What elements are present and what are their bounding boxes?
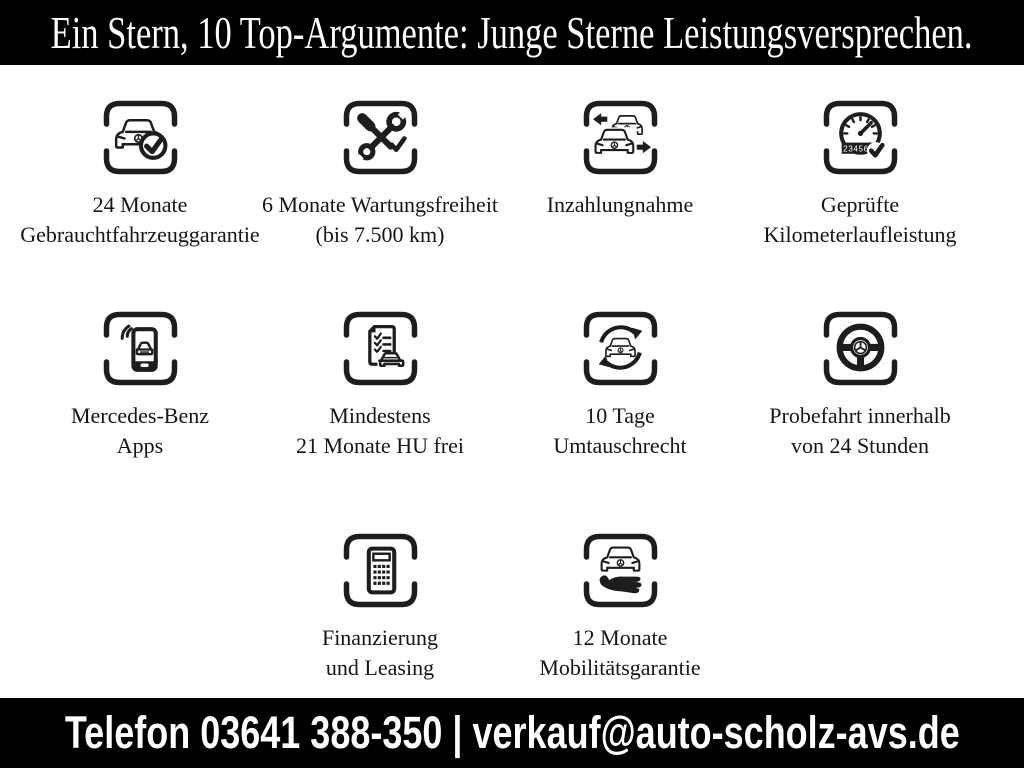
checklist-car-icon — [350, 318, 411, 379]
benefit-used-car-warranty — [20, 96, 260, 250]
benefit-label-line2: Mobilitätsgarantie — [539, 655, 701, 680]
bracket-frame — [579, 529, 662, 612]
benefit-label — [322, 623, 438, 683]
benefit-checked-mileage — [740, 96, 980, 250]
header-bar — [0, 0, 1024, 65]
benefit-umtauschrecht — [500, 307, 740, 461]
benefits-row-1 — [20, 96, 980, 250]
benefit-label-line2: Gebrauchtfahrzeuggarantie — [20, 222, 260, 247]
speedometer-icon — [830, 107, 891, 168]
bracket-frame — [819, 307, 902, 390]
benefits-row-3 — [260, 529, 740, 683]
benefit-label — [262, 190, 498, 250]
bracket-frame — [339, 307, 422, 390]
benefit-label-line2: von 24 Stunden — [790, 433, 930, 458]
benefit-label-line2: (bis 7.500 km) — [315, 222, 445, 247]
bracket-frame — [819, 96, 902, 179]
bracket-frame — [99, 307, 182, 390]
benefit-trade-in — [500, 96, 740, 250]
benefit-label — [71, 401, 209, 461]
benefit-label-line1: Mercedes-Benz — [70, 403, 210, 428]
bracket-frame — [579, 96, 662, 179]
benefit-mercedes-apps — [20, 307, 260, 461]
bracket-frame — [339, 529, 422, 612]
steering-wheel-icon — [830, 318, 891, 379]
benefit-label-line1: Inzahlungnahme — [546, 192, 694, 217]
benefit-label-line1: Geprüfte — [820, 192, 900, 217]
car-hand-icon — [590, 540, 651, 601]
benefit-label-line2: und Leasing — [325, 655, 435, 680]
bracket-frame — [579, 307, 662, 390]
car-exchange-icon — [590, 318, 651, 379]
bracket-frame — [99, 96, 182, 179]
benefit-label — [763, 190, 956, 250]
bracket-frame — [339, 96, 422, 179]
phone-apps-icon — [110, 318, 171, 379]
benefit-hu-frei — [260, 307, 500, 461]
benefit-label — [296, 401, 464, 461]
benefit-label-line1: Probefahrt innerhalb — [769, 403, 951, 428]
header-title: Ein Stern, 10 Top-Argumente: Junge Sterne Leistungsversprechen. — [51, 7, 973, 58]
trade-in-cars-icon — [590, 107, 651, 168]
benefit-label-line1: Mindestens — [329, 403, 431, 428]
calculator-icon — [350, 540, 411, 601]
benefit-mobilitaetsgarantie — [500, 529, 740, 683]
benefit-label-line1: 24 Monate — [92, 192, 188, 217]
benefit-label-line1: Finanzierung — [321, 625, 439, 650]
benefit-label — [539, 623, 700, 683]
benefit-label-line2: Umtauschrecht — [553, 433, 687, 458]
benefit-label-line1: 6 Monate Wartungsfreiheit — [261, 192, 499, 217]
benefit-label-line1: 12 Monate — [572, 625, 668, 650]
benefit-label-line1: 10 Tage — [585, 403, 655, 428]
benefit-probefahrt — [740, 307, 980, 461]
maintenance-tools-icon — [350, 107, 411, 168]
benefit-label-line2: 21 Monate HU frei — [295, 433, 464, 458]
benefit-finanzierung — [260, 529, 500, 683]
footer-contact: Telefon 03641 388-350 | verkauf@auto-scholz-avs.de — [64, 707, 960, 758]
benefit-label-line2: Kilometerlaufleistung — [763, 222, 957, 247]
benefits-row-2 — [20, 307, 980, 461]
benefit-label — [553, 401, 686, 461]
benefit-label — [769, 401, 950, 461]
benefit-maintenance-free — [260, 96, 500, 250]
benefit-label — [20, 190, 259, 250]
benefit-label-line2: Apps — [116, 433, 164, 458]
benefit-label — [547, 190, 694, 220]
car-check-icon — [110, 107, 171, 168]
footer-bar — [0, 698, 1024, 768]
